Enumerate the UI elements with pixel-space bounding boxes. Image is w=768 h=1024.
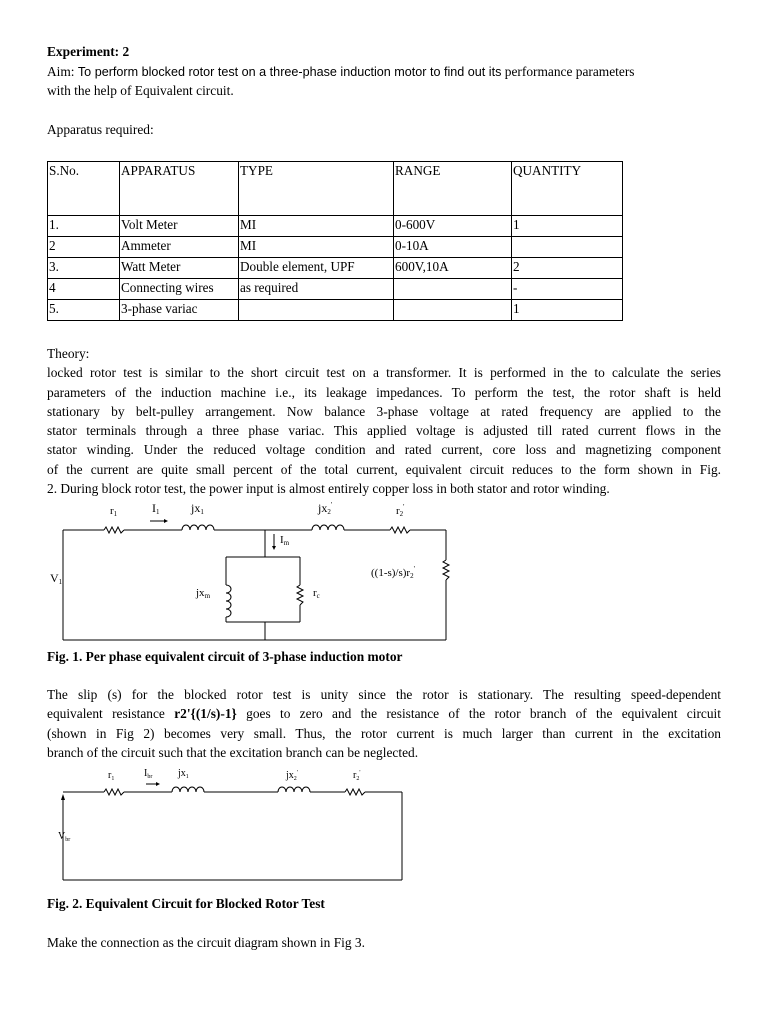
table-cell: 600V,10A — [394, 258, 512, 279]
theory-heading: Theory: — [47, 346, 90, 361]
table-cell: 1. — [48, 216, 120, 237]
experiment-title: Experiment: 2 — [47, 44, 130, 59]
table-header-cell: TYPE — [239, 162, 394, 216]
fig1-label-r2: r2' — [396, 503, 405, 518]
table-cell: 0-600V — [394, 216, 512, 237]
slip-line-2-pre: equivalent resistance — [47, 706, 165, 721]
table-cell: Double element, UPF — [239, 258, 394, 279]
table-header-cell: APPARATUS — [120, 162, 239, 216]
slip-line-2-post: goes to zero and the resistance of the rotor branch of the equivalent circuit — [246, 706, 721, 721]
table-cell: Volt Meter — [120, 216, 239, 237]
theory-line: of the current are quite small percent of the total current, equivalent circuit reduces to the form shown in Fig. — [47, 462, 721, 477]
table-header-cell: S.No. — [48, 162, 120, 216]
table-header-cell: RANGE — [394, 162, 512, 216]
fig1-inductor-jx2 — [312, 525, 344, 530]
aim-line-2: with the help of Equivalent circuit. — [47, 83, 234, 98]
fig1-label-v1: V1 — [50, 571, 63, 586]
slip-line-4: branch of the circuit such that the excitation branch can be neglected. — [47, 745, 419, 760]
fig1-arrowhead — [164, 519, 168, 523]
table-cell: 2 — [512, 258, 623, 279]
theory-line: parameters of the induction machine i.e., its leakage impedances. To perform the test, the rotor shaft is held — [47, 385, 721, 400]
fig1-resistor-r1 — [104, 527, 124, 533]
fig1-label-r1: r1 — [110, 505, 118, 518]
table-cell: Watt Meter — [120, 258, 239, 279]
fig1-label-i1: I1 — [152, 501, 160, 516]
fig1-label-jx2: jx2' — [318, 501, 333, 516]
fig1-inductor-jxm — [226, 585, 231, 617]
aim-text-continued: performance parameters — [504, 64, 635, 79]
table-cell: 0-10A — [394, 237, 512, 258]
aim-label: Aim: — [47, 64, 75, 79]
fig2-label-r1: $r_1$ — [108, 770, 115, 782]
slip-formula: r2'{(1/s)-1} — [174, 706, 237, 721]
fig1-arrowhead — [272, 546, 276, 550]
fig1-inductor-jx1 — [182, 525, 214, 530]
fig1-label-load: ((1-s)/s)r2' — [371, 565, 415, 580]
theory-line: stator terminals through a three phase variac. This applied voltage is adjusted till rated current flows in the — [47, 423, 721, 438]
fig1-caption: Fig. 1. Per phase equivalent circuit of 3-phase induction motor — [47, 649, 403, 664]
table-cell: 4 — [48, 279, 120, 300]
fig1-resistor-rc — [297, 585, 303, 605]
connection-text: Make the connection as the circuit diagram shown in Fig 3. — [47, 935, 365, 950]
fig2-label-ibr: $I_{br}$ — [144, 768, 153, 780]
aim-text: To perform blocked rotor test on a three-phase induction motor to find out its — [77, 65, 502, 79]
table-cell: 2 — [48, 237, 120, 258]
table-cell: 5. — [48, 300, 120, 321]
apparatus-heading: Apparatus required: — [47, 122, 154, 137]
table-cell: - — [512, 279, 623, 300]
fig1-wires — [63, 521, 449, 640]
table-header-cell: QUANTITY — [512, 162, 623, 216]
table-cell: 3-phase variac — [120, 300, 239, 321]
table-cell: Connecting wires — [120, 279, 239, 300]
slip-line-3: (shown in Fig 2) becomes very small. Thus, the rotor current is much larger than current in the excitation — [47, 726, 721, 741]
table-cell: MI — [239, 216, 394, 237]
fig2-caption: Fig. 2. Equivalent Circuit for Blocked Rotor Test — [47, 896, 325, 911]
fig2-label-jx1: $jx_1$ — [178, 768, 189, 780]
table-cell: Ammeter — [120, 237, 239, 258]
table-cell: 1 — [512, 216, 623, 237]
fig1-resistor-r2 — [390, 527, 410, 533]
fig1-label-jxm: jxm — [196, 587, 211, 600]
theory-line: stator winding. Under the reduced voltage condition and rated current, core loss and magnetizing component — [47, 442, 721, 457]
table-cell: MI — [239, 237, 394, 258]
table-cell: as required — [239, 279, 394, 300]
fig1-label-rc: rc — [313, 587, 320, 600]
fig1-resistor-load — [443, 560, 449, 580]
fig2-label-jx2: $jx_2'$ — [286, 770, 298, 782]
table-cell: 3. — [48, 258, 120, 279]
theory-line: 2. During block rotor test, the power input is almost entirely copper loss in both stator and rotor winding. — [47, 481, 610, 496]
fig2-label-vbr: $V_{br}$ — [58, 831, 71, 843]
fig1-label-im: Im — [280, 534, 290, 547]
theory-line: stationary by belt-pulley arrangement. Now balance 3-phase voltage at rated frequency are applied to the — [47, 404, 721, 419]
table-cell: 1 — [512, 300, 623, 321]
fig1-label-jx1: jx1 — [191, 501, 204, 516]
theory-line: locked rotor test is similar to the short circuit test on a transformer. It is performed in the to calculate the series — [47, 365, 721, 380]
fig2-label-r2: $r_2'$ — [353, 770, 361, 782]
slip-line-1: The slip (s) for the blocked rotor test is unity since the rotor is stationary. The resulting speed-dependent — [47, 687, 721, 702]
